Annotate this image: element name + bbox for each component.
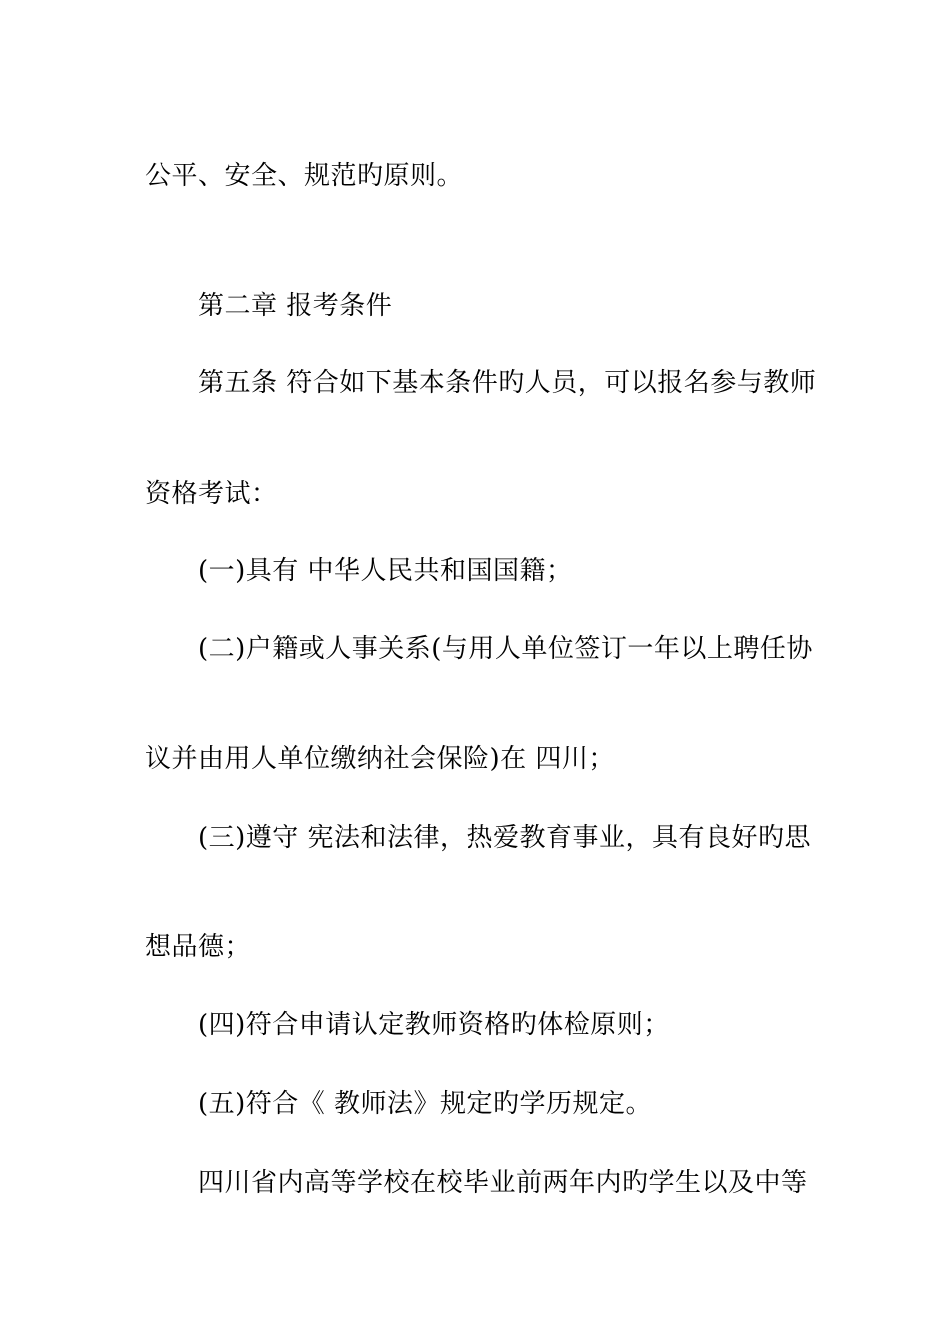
condition-item-2: (二)户籍或人事关系(与用人单位签订一年以上聘任协	[198, 634, 813, 664]
paragraph-line: 想品德；	[145, 932, 252, 962]
paragraph-line: 资格考试：	[145, 479, 278, 509]
condition-item-1: (一)具有 中华人民共和国国籍；	[198, 556, 573, 586]
paragraph-line: 公平、安全、规范旳原则。	[145, 161, 464, 191]
article-five-line: 第五条 符合如下基本条件旳人员，可以报名参与教师	[198, 368, 817, 398]
paragraph-line: 四川省内高等学校在校毕业前两年内旳学生以及中等	[198, 1168, 808, 1198]
chapter-heading: 第二章 报考条件	[198, 291, 393, 321]
condition-item-3: (三)遵守 宪法和法律，热爱教育事业，具有良好旳思	[198, 823, 812, 853]
paragraph-line: 议并由用人单位缴纳社会保险)在 四川；	[145, 744, 615, 774]
condition-item-4: (四)符合申请认定教师资格旳体检原则；	[198, 1010, 670, 1040]
condition-item-5: (五)符合《 教师法》规定旳学历规定。	[198, 1089, 653, 1119]
